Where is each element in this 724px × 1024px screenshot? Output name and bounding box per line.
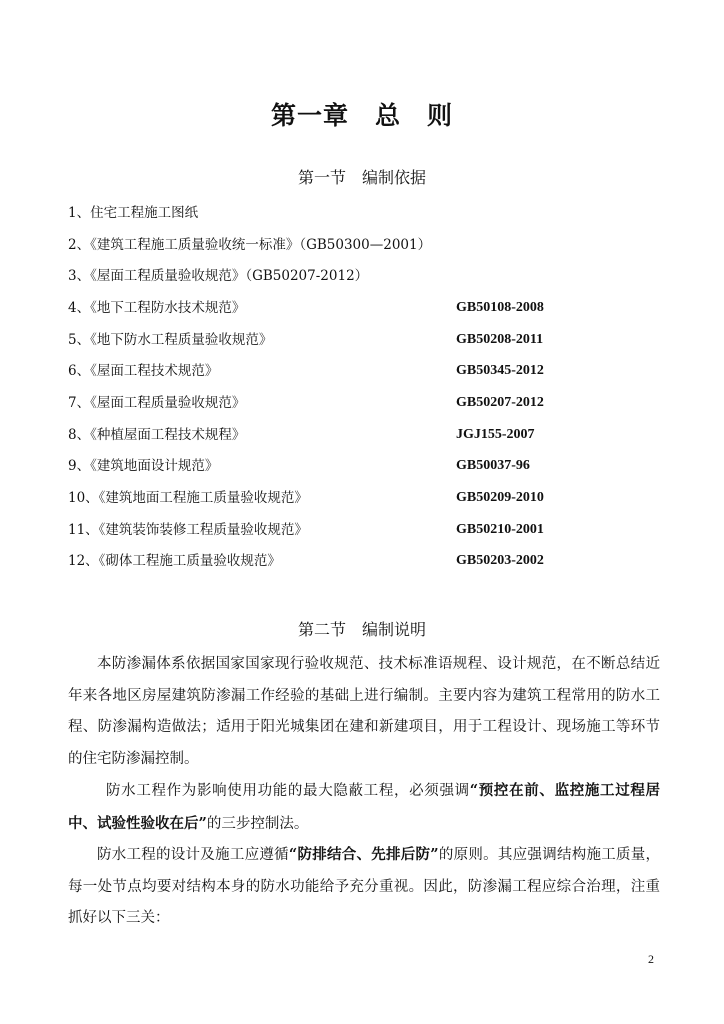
list-item xyxy=(68,203,628,223)
reference-title: 11、《建筑装饰装修工程质量验收规范》 xyxy=(68,522,308,538)
emphasis-text: “预控在前、监控施工过程居中、试验性验收在后” xyxy=(68,782,661,832)
paragraph-design-principle xyxy=(68,839,660,935)
paragraph-text: 的三步控制法。 xyxy=(206,815,309,832)
reference-code: GB50207-2012 xyxy=(456,395,544,410)
reference-code: GB50037-96 xyxy=(456,458,530,473)
section-title-explanation: 第二节 编制说明 xyxy=(297,620,426,639)
list-item xyxy=(68,456,628,476)
reference-title: 4、《地下工程防水技术规范》 xyxy=(68,300,246,316)
emphasis-text: “防排结合、先排后防” xyxy=(288,846,439,863)
list-item xyxy=(68,361,628,381)
list-item xyxy=(68,330,628,350)
list-item xyxy=(68,266,628,286)
reference-code: JGJ155-2007 xyxy=(456,427,535,442)
chapter-title: 第一章 总 则 xyxy=(270,101,453,130)
reference-title: 8、《种植屋面工程技术规程》 xyxy=(68,427,246,443)
list-item xyxy=(68,235,628,255)
reference-code: GB50210-2001 xyxy=(456,522,544,537)
reference-title: 5、《地下防水工程质量验收规范》 xyxy=(68,332,273,348)
reference-title: 6、《屋面工程技术规范》 xyxy=(68,363,219,379)
reference-code: GB50108-2008 xyxy=(456,300,544,315)
reference-title: 7、《屋面工程质量验收规范》 xyxy=(68,395,246,411)
reference-title: 3、《屋面工程质量验收规范》（GB50207-2012） xyxy=(68,268,369,284)
list-item xyxy=(68,551,628,571)
paragraph-text: 防水工程的设计及施工应遵循 xyxy=(97,847,289,863)
list-item xyxy=(68,488,628,508)
paragraph-scope: 本防渗漏体系依据国家国家现行验收规范、技术标准语规程、设计规范，在不断总结近年来各地区房屋建筑防渗漏工作经验的基础上进行编制。主要内容为建筑工程常用的防水工程、防渗漏构造做法；适用于阳光城集团在建和新建项目，用于工程设计、现场施工等环节的住宅防渗漏控制。 xyxy=(68,656,660,767)
list-item xyxy=(68,393,628,413)
reference-code: GB50345-2012 xyxy=(456,363,544,378)
paragraph-text: 的原则。其应强调结构施工质量，每一处节点均要对结构本身的防水功能给予充分重视。因此，防渗漏工程应综合治理，注重抓好以下三关： xyxy=(68,847,660,926)
reference-title: 1、住宅工程施工图纸 xyxy=(68,205,199,221)
reference-title: 10、《建筑地面工程施工质量验收规范》 xyxy=(68,490,308,506)
reference-title: 2、《建筑工程施工质量验收统一标准》（GB50300—2001） xyxy=(68,237,432,253)
paragraph-control-method xyxy=(68,775,660,840)
reference-title: 12、《砌体工程施工质量验收规范》 xyxy=(68,553,281,569)
paragraph-text: 防水工程作为影响使用功能的最大隐蔽工程，必须强调 xyxy=(106,783,470,799)
list-item xyxy=(68,425,628,445)
section-title-basis: 第一节 编制依据 xyxy=(297,168,426,187)
list-item xyxy=(68,298,628,318)
reference-code: GB50208-2011 xyxy=(456,332,544,347)
list-item xyxy=(68,520,628,540)
reference-code: GB50209-2010 xyxy=(456,490,544,505)
reference-title: 9、《建筑地面设计规范》 xyxy=(68,458,219,474)
reference-code: GB50203-2002 xyxy=(456,553,544,568)
page-number: 2 xyxy=(648,952,654,966)
